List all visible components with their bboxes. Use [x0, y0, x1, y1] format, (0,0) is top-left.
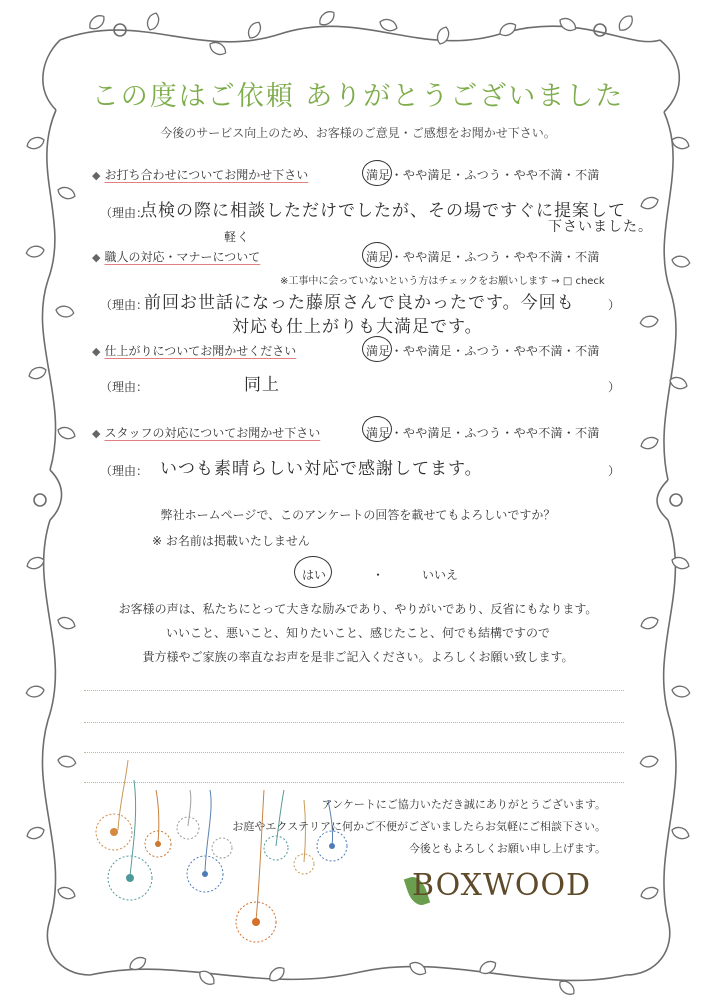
answer-1-line-2: 下さいました。: [548, 219, 653, 235]
reason-3-close: ）: [608, 380, 621, 394]
intro-text: 今後のサービス向上のため、お客様のご意見・ご感想をお聞かせ下さい。: [160, 126, 556, 140]
rating-circle-1: [362, 160, 392, 186]
diamond-icon: ◆: [92, 345, 101, 358]
reason-4-close: ）: [608, 464, 621, 478]
comment-line-4[interactable]: [84, 782, 624, 783]
message-line-2: いいこと、悪いこと、知りたいこと、感じたこと、何でも結構ですので: [165, 626, 550, 640]
rating-scale-2: 満足・やや満足・ふつう・やや不満・不満: [366, 250, 600, 264]
yes-circle: [294, 556, 332, 588]
boxwood-logo: BOXWOOD: [412, 868, 592, 903]
rating-scale-3: 満足・やや満足・ふつう・やや不満・不満: [366, 344, 600, 358]
permission-question: 弊社ホームページで、このアンケートの回答を載せてもよろしいですか？: [160, 508, 556, 522]
diamond-icon: ◆: [92, 169, 101, 182]
answer-4-line-1: いつも素晴らしい対応で感謝してます。: [160, 459, 483, 479]
diamond-icon: ◆: [92, 427, 101, 440]
question-3-label: 仕上がりについてお聞かせください: [104, 344, 297, 358]
rating-circle-3: [362, 336, 392, 362]
reason-1: （理由：: [100, 206, 149, 220]
question-2-label: 職人の対応・マナーについて: [104, 250, 261, 264]
closing-line-2: お庭やエクステリアに何かご不便がございましたらお気軽にご相談下さい。: [232, 820, 606, 833]
rating-scale-1: 満足・やや満足・ふつう・やや不満・不満: [366, 168, 600, 182]
reason-4: （理由：: [100, 464, 149, 478]
reason-2-close: ）: [608, 298, 621, 312]
question-1-label: お打ち合わせについてお聞かせ下さい: [104, 168, 309, 182]
closing-line-3: 今後ともよろしくお願い申し上げます。: [408, 842, 606, 855]
rating-circle-2: [362, 242, 392, 268]
comment-line-3[interactable]: [84, 752, 624, 753]
question-1: [92, 166, 308, 183]
page-title: この度はご依頼 ありがとうございました: [91, 81, 625, 112]
answer-1-line-1: 点検の際に相談しただけでしたが、その場ですぐに提案して: [140, 201, 626, 221]
message-line-3: 貴方様やご家族の率直なお声を是非ご記入ください。よろしくお願い致します。: [142, 650, 574, 664]
question-4-label: スタッフの対応についてお聞かせ下さい: [104, 426, 321, 440]
question-4: [92, 424, 320, 441]
name-note: ※ お名前は掲載いたしません: [152, 534, 310, 548]
answer-3-line-1: 同上: [244, 375, 280, 395]
yes-option[interactable]: はい: [302, 568, 327, 582]
message-line-1: お客様の声は、私たちにとって大きな励みであり、やりがいであり、反省にもなります。: [118, 602, 598, 616]
diamond-icon: ◆: [92, 251, 101, 264]
comment-line-2[interactable]: [84, 722, 624, 723]
question-2: [92, 248, 260, 265]
closing-line-1: アンケートにご協力いただき誠にありがとうございます。: [321, 798, 606, 811]
comment-line-1[interactable]: [84, 690, 624, 691]
check-note: ※工事中に会っていないという方はチェックをお願いします → □ check: [280, 276, 605, 287]
reason-2: （理由：: [100, 298, 149, 312]
rating-circle-4: [362, 416, 392, 442]
reason-3: （理由：: [100, 380, 149, 394]
answer-2-line-2: 対応も仕上がりも大満足です。: [232, 317, 483, 337]
answer-2-line-1: 前回お世話になった藤原さんで良かったです。今回も: [144, 293, 575, 313]
separator: ・: [372, 568, 385, 582]
no-option[interactable]: いいえ: [422, 568, 459, 582]
rating-scale-4: 満足・やや満足・ふつう・やや不満・不満: [366, 426, 600, 440]
question-3: [92, 342, 296, 359]
answer-1-insertion: 軽く: [224, 230, 251, 244]
